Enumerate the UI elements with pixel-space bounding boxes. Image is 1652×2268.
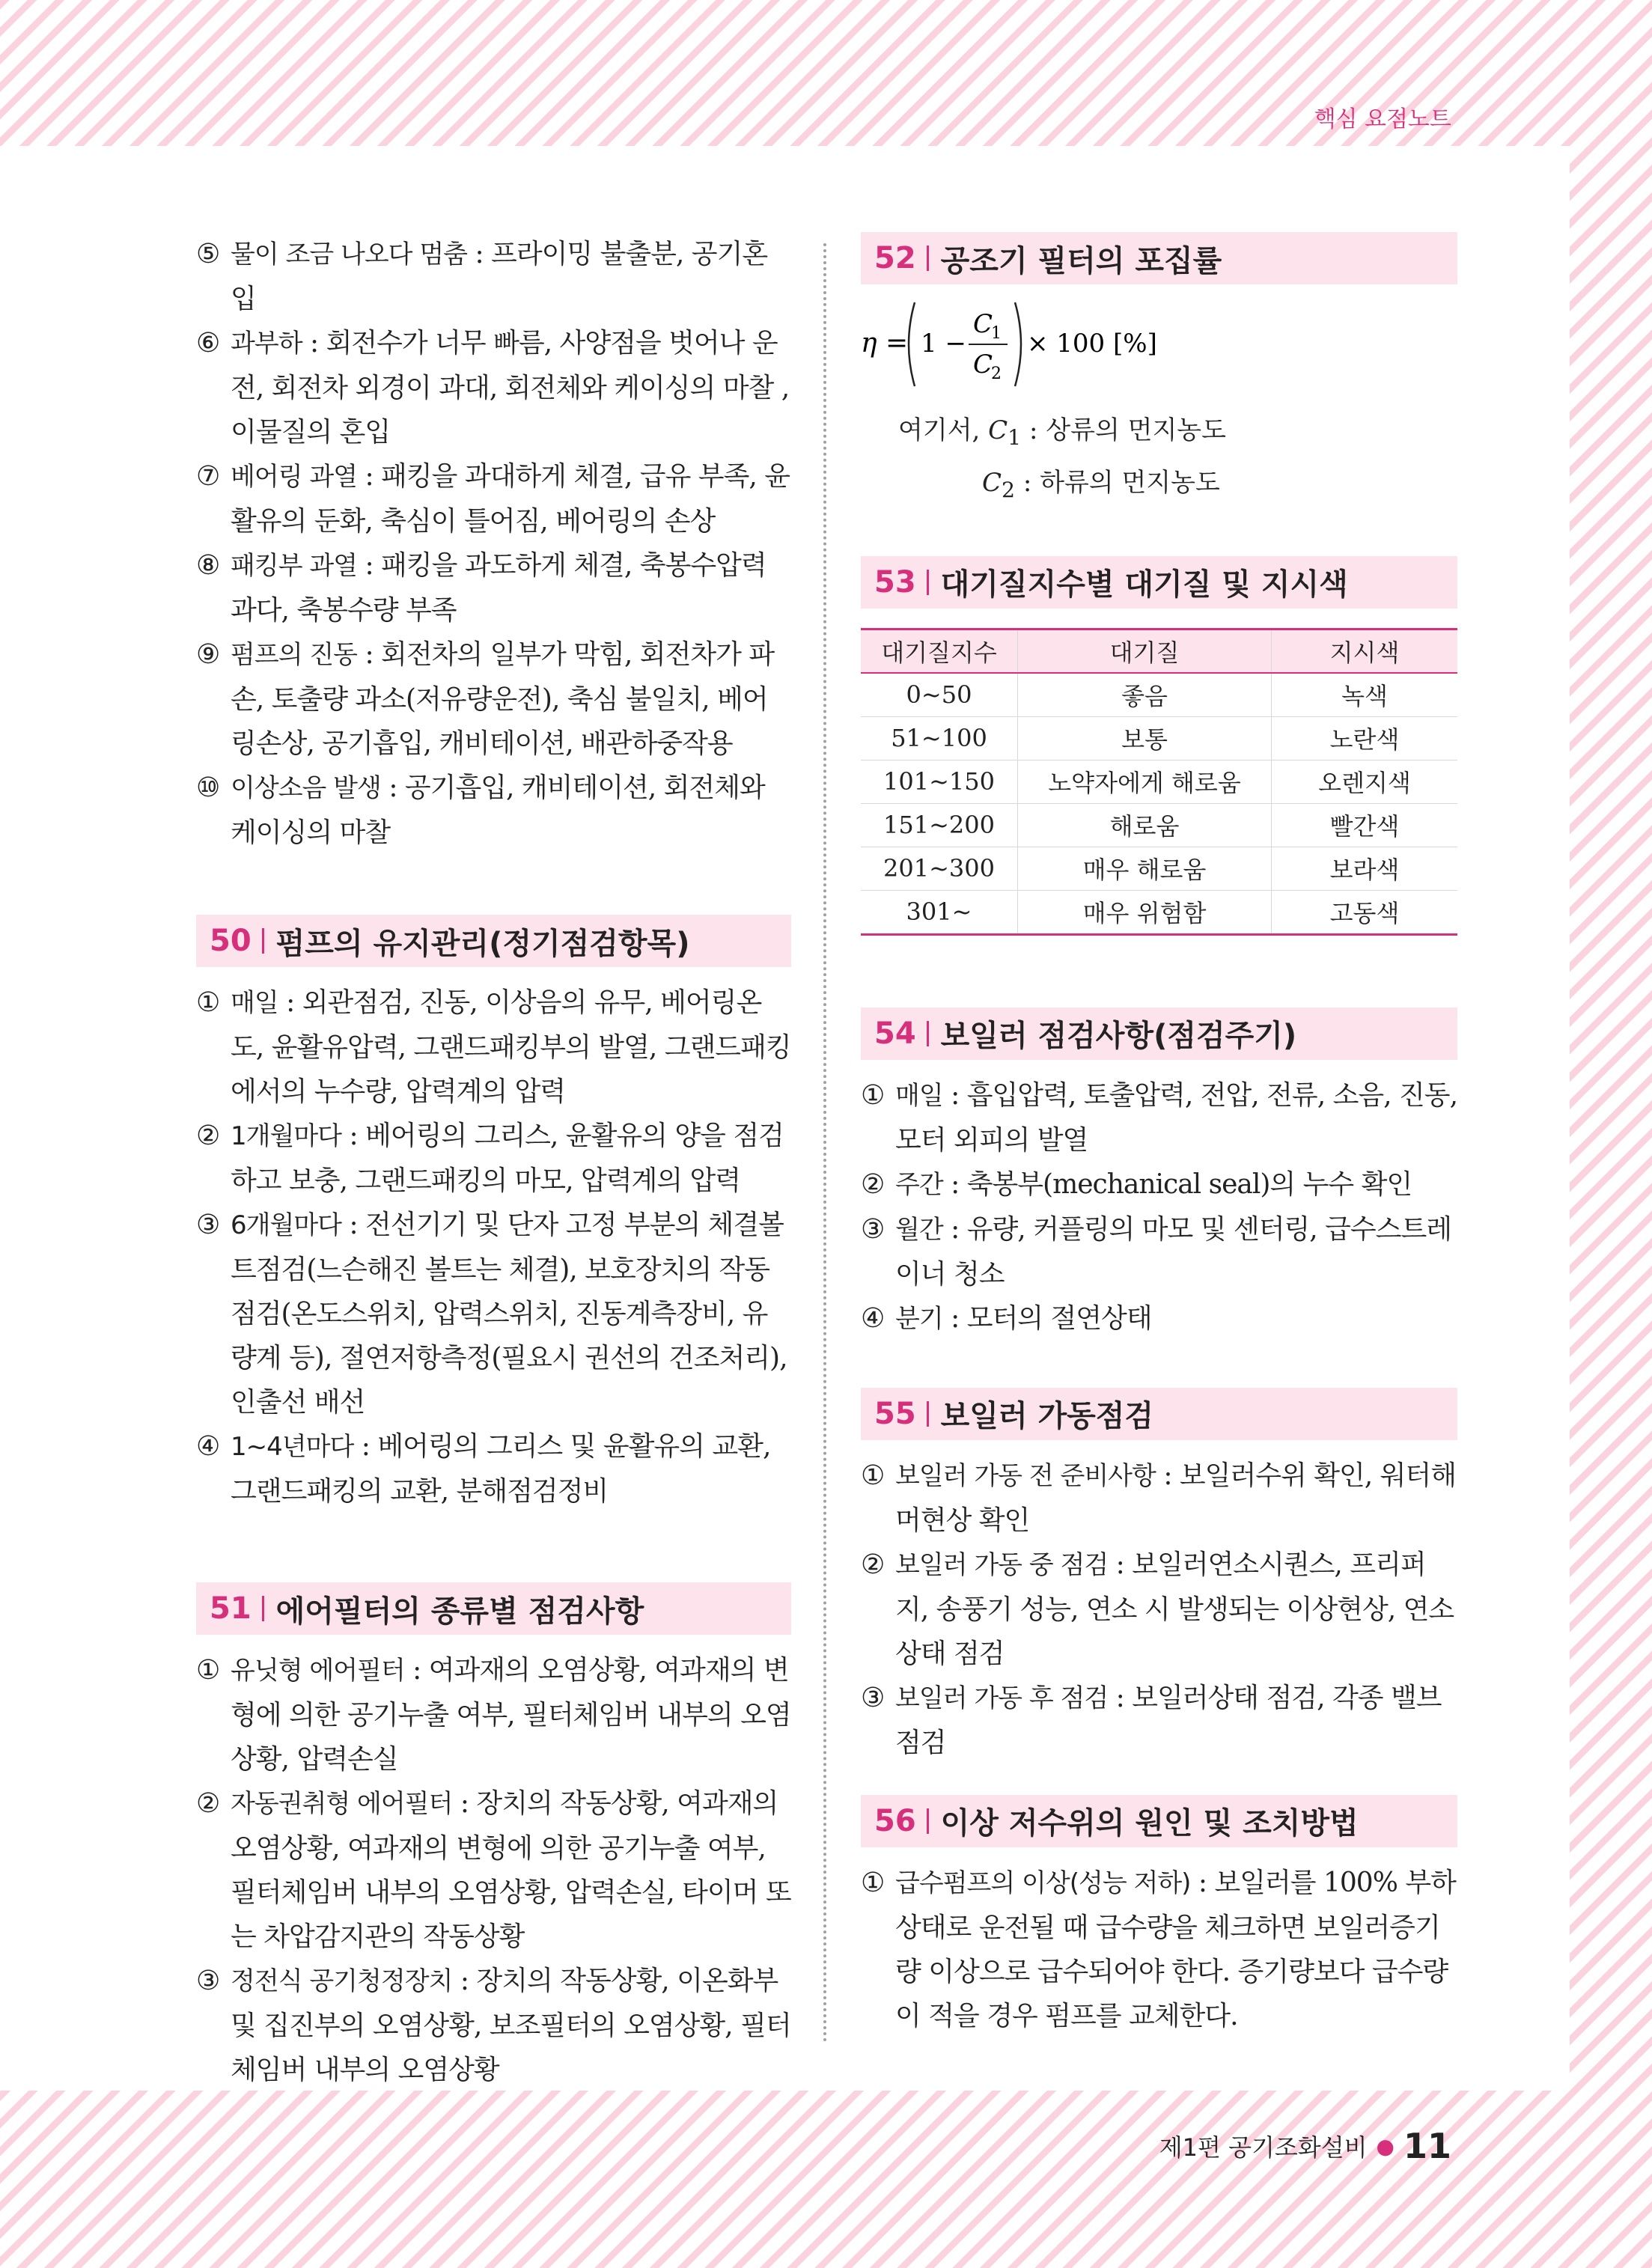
list-item (861, 1676, 1457, 1765)
table-cell: 보통 (1018, 716, 1272, 760)
item-text: : 회전수가 너무 빠름, 사양점을 벗어나 운전, 회전차 외경이 과대, 회전체와 케이싱의 마찰 , 이물질의 혼입 (231, 328, 790, 448)
where-sub: 2 (1002, 477, 1016, 502)
list-item (861, 1861, 1457, 2038)
where-text: : 상류의 먼지농도 (1021, 415, 1226, 445)
item-text: : 유량, 커플링의 마모 및 센터링, 급수스트레이너 청소 (895, 1213, 1452, 1290)
list-item (196, 1781, 791, 1959)
item-number: ① (861, 1460, 885, 1491)
item-head: 1~4년마다 (231, 1432, 354, 1462)
where-text: : 하류의 먼지농도 (1015, 467, 1220, 498)
header-tag: 핵심 요점노트 (1314, 106, 1451, 132)
table-cell: 301~ (861, 890, 1018, 934)
item-number: ② (196, 1121, 220, 1151)
item-head: 6개월마다 (231, 1210, 342, 1240)
right-column (861, 232, 1457, 2038)
item-head: 보일러 가동 중 점검 (895, 1549, 1109, 1580)
item-text: : 프라이밍 불출분, 공기혼입 (231, 239, 768, 314)
list-item (196, 1959, 791, 2092)
section-title: 이상 저수위의 원인 및 조치방법 (940, 1806, 1359, 1841)
item-head: 보일러 가동 후 점검 (895, 1683, 1109, 1713)
item-number: ① (861, 1079, 885, 1111)
item-number: ② (861, 1168, 885, 1200)
where-line-2 (898, 460, 1457, 513)
item-number: ② (861, 1549, 885, 1580)
air-quality-table (861, 628, 1457, 936)
where-sub: 1 (1008, 424, 1022, 450)
formula-eta: η = (861, 328, 909, 359)
list-item (196, 232, 791, 321)
item-text: : 패킹을 과대하게 체결, 급유 부족, 윤활유의 둔화, 축심이 틀어짐, 베어링의 손상 (231, 461, 790, 537)
list-item (861, 1073, 1457, 1162)
table-cell: 101~150 (861, 760, 1018, 803)
table-row (861, 803, 1457, 847)
item-head: 매일 (895, 1080, 943, 1111)
table-row (861, 760, 1457, 803)
table-cell: 매우 위험함 (1018, 890, 1272, 934)
formula-one: 1 − (921, 329, 966, 359)
table-cell: 보라색 (1272, 847, 1458, 890)
section-number: 55 (874, 1396, 916, 1431)
item-head: 월간 (895, 1214, 943, 1245)
item-number: ⑧ (196, 550, 220, 581)
list-item (196, 1648, 791, 1781)
item-head: 보일러 가동 전 준비사항 (895, 1460, 1156, 1491)
bullet-icon: ● (1376, 2133, 1395, 2159)
list-item (196, 981, 791, 1114)
item-text: : 전선기기 및 단자 고정 부분의 체결볼트점검(느슨해진 볼트는 체결), 보호장치의 작동점검(온도스위치, 압력스위치, 진동계측장비, 유량계 등), 절연저항측정(필요시 권선의 건조처리), 인출선 배선 (231, 1210, 787, 1418)
formula-where (861, 408, 1457, 513)
item-head: 분기 (895, 1303, 943, 1334)
where-prefix: 여기서, (898, 415, 981, 445)
table-cell: 151~200 (861, 803, 1018, 847)
table-cell: 좋음 (1018, 673, 1272, 717)
section-title: 에어필터의 종류별 점검사항 (275, 1594, 644, 1629)
item-number: ③ (196, 1966, 220, 1996)
table-row (861, 716, 1457, 760)
where-var: C (988, 415, 1008, 445)
footer-label: 제1편 공기조화설비 (1159, 2133, 1368, 2162)
item-head: 이상소음 발생 (231, 773, 381, 803)
section-54-list (861, 1073, 1457, 1341)
where-line-1 (898, 408, 1457, 460)
item-head: 정전식 공기청정장치 (231, 1966, 453, 1996)
item-head: 매일 (231, 988, 278, 1018)
list-pre (196, 232, 791, 855)
efficiency-formula (861, 284, 1457, 408)
item-text: : 보일러를 100% 부하상태로 운전될 때 급수량을 체크하면 보일러증기량 이상으로 급수되어야 한다. 증기량보다 급수량이 적을 경우 펌프를 교체한다. (895, 1867, 1456, 2031)
item-head: 자동권취형 에어필터 (231, 1789, 453, 1819)
section-56-list (861, 1861, 1457, 2038)
table-cell: 고동색 (1272, 890, 1458, 934)
list-item (196, 1203, 791, 1424)
item-text: : 베어링의 그리스 및 윤활유의 교환, 그랜드패킹의 교환, 분해점검정비 (231, 1431, 771, 1507)
item-head: 펌프의 진동 (231, 640, 358, 670)
item-number: ③ (196, 1210, 220, 1240)
formula-c1-sub: 1 (991, 324, 1002, 343)
section-number: 52 (874, 241, 916, 275)
list-item (861, 1207, 1457, 1296)
item-text: : 공기흡입, 캐비테이션, 회전체와 케이싱의 마찰 (231, 772, 765, 848)
section-title: 펌프의 유지관리(정기점검항목) (275, 926, 690, 961)
section-title: 대기질지수별 대기질 및 지시색 (940, 567, 1348, 603)
table-row (861, 847, 1457, 890)
where-var: C (982, 467, 1002, 498)
heading-bar (927, 1808, 929, 1834)
right-paren (1015, 302, 1021, 386)
table-cell: 201~300 (861, 847, 1018, 890)
section-50-heading (196, 915, 791, 967)
item-text: : 여과재의 오염상황, 여과재의 변형에 의한 공기누출 여부, 필터체임버 내부의 오염상황, 압력손실 (231, 1655, 791, 1775)
column-header: 지시색 (1272, 629, 1458, 673)
heading-bar (262, 928, 264, 954)
item-number: ④ (196, 1431, 220, 1462)
formula-c2: C (973, 350, 993, 379)
section-number: 56 (874, 1803, 916, 1838)
section-52-heading (861, 232, 1457, 284)
section-number: 54 (874, 1016, 916, 1051)
list-item (196, 1424, 791, 1513)
left-paren (909, 302, 915, 386)
section-number: 51 (210, 1591, 252, 1626)
table-cell: 해로움 (1018, 803, 1272, 847)
item-text: : 모터의 절연상태 (942, 1302, 1152, 1334)
list-item (861, 1454, 1457, 1543)
list-item (196, 454, 791, 543)
table-cell: 노약자에게 해로움 (1018, 760, 1272, 803)
item-text: : 외관점검, 진동, 이상음의 유무, 베어링온도, 윤활유압력, 그랜드패킹부의 발열, 그랜드패킹에서의 누수량, 압력계의 압력 (231, 987, 791, 1107)
item-text: : 장치의 작동상황, 이온화부 및 집진부의 오염상황, 보조필터의 오염상황, 필터체임버 내부의 오염상황 (231, 1966, 791, 2085)
formula-times: × 100 [%] (1027, 329, 1157, 359)
formula-c1: C (973, 309, 993, 339)
table-cell: 51~100 (861, 716, 1018, 760)
item-number: ③ (861, 1682, 885, 1713)
section-title: 보일러 가동점검 (940, 1399, 1154, 1434)
table-cell: 0~50 (861, 673, 1018, 717)
column-header: 대기질지수 (861, 629, 1018, 673)
item-text: : 보일러수위 확인, 워터해머현상 확인 (895, 1460, 1456, 1536)
formula-c2-sub: 2 (991, 365, 1002, 383)
item-number: ⑨ (196, 639, 220, 670)
item-number: ⑩ (196, 772, 220, 803)
list-item (861, 1543, 1457, 1676)
section-title: 공조기 필터의 포집률 (940, 243, 1222, 278)
item-head: 과부하 (231, 329, 302, 359)
item-head: 1개월마다 (231, 1121, 342, 1151)
section-55-heading (861, 1388, 1457, 1440)
list-item (196, 543, 791, 632)
item-number: ① (196, 987, 220, 1018)
section-53-heading (861, 556, 1457, 609)
section-51-list (196, 1648, 791, 2092)
heading-bar (927, 570, 929, 595)
table-row (861, 890, 1457, 934)
formula-svg (861, 284, 1457, 408)
item-number: ③ (861, 1213, 885, 1245)
item-text: : 흡입압력, 토출압력, 전압, 전류, 소음, 진동, 모터 외피의 발열 (895, 1079, 1458, 1156)
section-56-heading (861, 1795, 1457, 1847)
section-number: 53 (874, 564, 916, 600)
item-number: ④ (861, 1302, 885, 1334)
heading-bar (262, 1596, 264, 1621)
page-footer (1159, 2126, 1451, 2166)
item-number: ⑦ (196, 461, 220, 492)
table-cell: 오렌지색 (1272, 760, 1458, 803)
section-54-heading (861, 1008, 1457, 1060)
item-text: : 보일러상태 점검, 각종 밸브 점검 (895, 1682, 1442, 1758)
list-item (196, 766, 791, 855)
table-row (861, 673, 1457, 717)
list-item (196, 1114, 791, 1203)
table-cell: 노란색 (1272, 716, 1458, 760)
item-head: 물이 조금 나오다 멈춤 (231, 240, 468, 269)
item-head: 급수펌프의 이상(성능 저하) (895, 1868, 1191, 1898)
item-head: 유닛형 에어필터 (231, 1656, 405, 1686)
list-item (196, 321, 791, 454)
page-number: 11 (1403, 2126, 1451, 2166)
item-text: : 회전차의 일부가 막힘, 회전차가 파손, 토출량 과소(저유량운전), 축심 불일치, 베어링손상, 공기흡입, 캐비테이션, 배관하중작용 (231, 639, 775, 759)
section-number: 50 (210, 924, 252, 958)
item-text: : 베어링의 그리스, 윤활유의 양을 점검하고 보충, 그랜드패킹의 마모, 압력계의 압력 (231, 1121, 784, 1196)
item-number: ② (196, 1788, 220, 1819)
item-head: 주간 (895, 1169, 943, 1200)
heading-bar (927, 246, 929, 271)
item-number: ⑥ (196, 328, 220, 359)
heading-bar (927, 1021, 929, 1046)
section-50-list (196, 981, 791, 1513)
section-51-heading (196, 1582, 791, 1635)
item-number: ⑤ (196, 239, 220, 269)
item-head: 패킹부 과열 (231, 551, 358, 581)
item-number: ① (861, 1867, 885, 1898)
section-title: 보일러 점검사항(점검주기) (940, 1019, 1297, 1054)
section-55-list (861, 1454, 1457, 1765)
item-text: : 장치의 작동상황, 여과재의 오염상황, 여과재의 변형에 의한 공기누출 여부, 필터체임버 내부의 오염상황, 압력손실, 타이머 또는 차압감지관의 작동상황 (231, 1788, 791, 1952)
left-column (196, 232, 791, 2092)
column-divider (823, 243, 826, 2043)
table-cell: 녹색 (1272, 673, 1458, 717)
item-text: : 패킹을 과도하게 체결, 축봉수압력 과다, 축봉수량 부족 (231, 550, 766, 626)
list-item (861, 1296, 1457, 1341)
item-text: : 보일러연소시퀀스, 프리퍼지, 송풍기 성능, 연소 시 발생되는 이상현상, 연소상태 점검 (895, 1549, 1454, 1669)
item-text: : 축봉부(mechanical seal)의 누수 확인 (942, 1168, 1412, 1200)
column-header: 대기질 (1018, 629, 1272, 673)
table-cell: 빨간색 (1272, 803, 1458, 847)
table-cell: 매우 해로움 (1018, 847, 1272, 890)
item-head: 베어링 과열 (231, 462, 358, 492)
list-item (196, 632, 791, 766)
item-number: ① (196, 1655, 220, 1686)
table-header-row (861, 629, 1457, 673)
heading-bar (927, 1401, 929, 1427)
list-item (861, 1162, 1457, 1207)
